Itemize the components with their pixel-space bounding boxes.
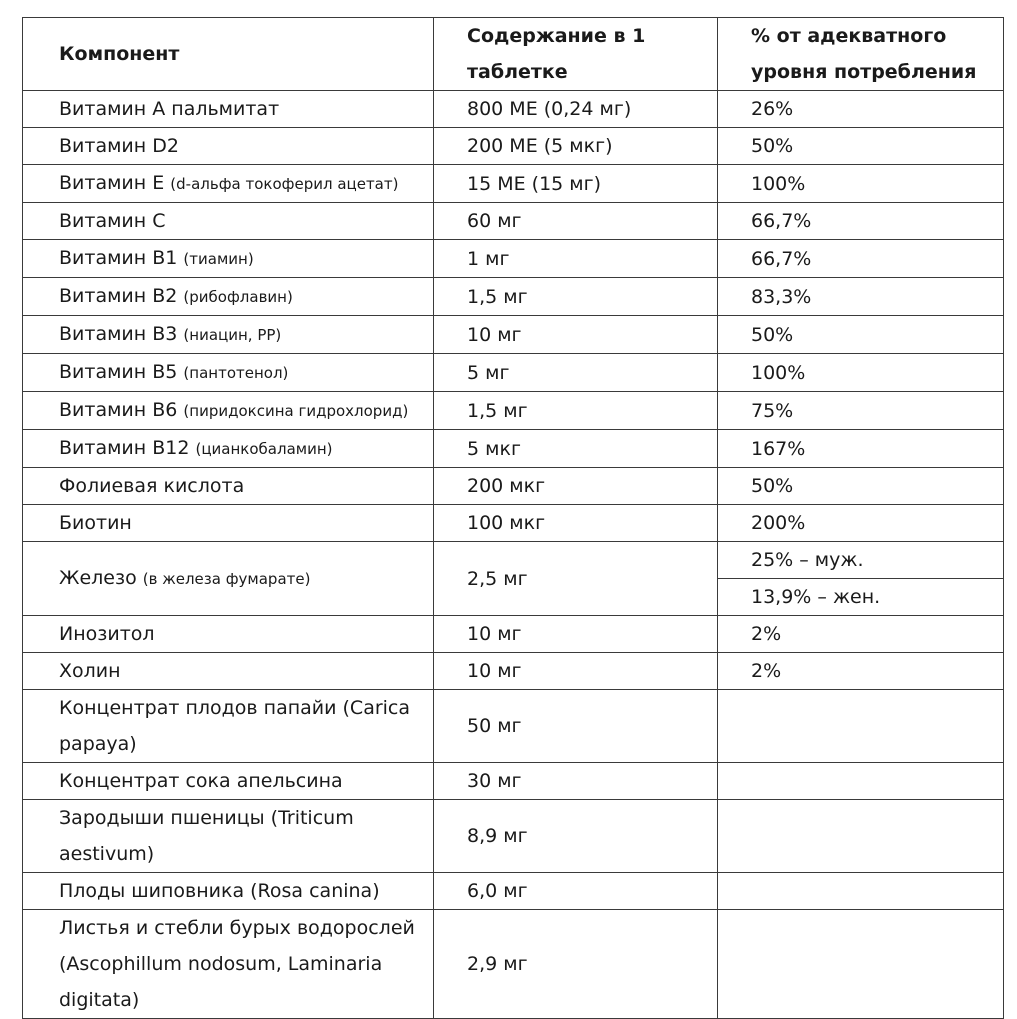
percent-cell: 50% bbox=[718, 128, 1004, 165]
component-name: Витамин В2 bbox=[59, 285, 178, 307]
table-row bbox=[23, 873, 1004, 910]
component-cell bbox=[23, 128, 434, 165]
table-row bbox=[23, 278, 1004, 316]
amount-cell: 6,0 мг bbox=[434, 873, 718, 910]
table-row bbox=[23, 800, 1004, 873]
component-cell bbox=[23, 430, 434, 468]
component-name-line: Зародыши пшеницы (Triticum bbox=[59, 807, 354, 829]
component-cell bbox=[23, 873, 434, 910]
header-row bbox=[23, 18, 1004, 91]
amount-cell: 800 МЕ (0,24 мг) bbox=[434, 91, 718, 128]
table-row bbox=[23, 240, 1004, 278]
amount-cell: 5 мг bbox=[434, 354, 718, 392]
component-name: Витамин В1 bbox=[59, 247, 178, 269]
amount-cell: 200 МЕ (5 мкг) bbox=[434, 128, 718, 165]
table-row bbox=[23, 354, 1004, 392]
percent-cell: 66,7% bbox=[718, 240, 1004, 278]
component-cell bbox=[23, 468, 434, 505]
percent-cell: 2% bbox=[718, 653, 1004, 690]
amount-cell: 15 МЕ (15 мг) bbox=[434, 165, 718, 203]
component-note: (цианкобаламин) bbox=[195, 440, 333, 458]
percent-cell bbox=[718, 690, 1004, 763]
component-name: Витамин В5 bbox=[59, 361, 178, 383]
amount-cell: 10 мг bbox=[434, 316, 718, 354]
amount-cell: 1,5 мг bbox=[434, 278, 718, 316]
component-cell bbox=[23, 278, 434, 316]
amount-cell: 8,9 мг bbox=[434, 800, 718, 873]
percent-cell bbox=[718, 910, 1004, 1019]
component-name-line: aestivum) bbox=[59, 843, 155, 865]
amount-cell: 200 мкг bbox=[434, 468, 718, 505]
amount-cell: 50 мг bbox=[434, 690, 718, 763]
header-percent-line1: % от адекватного bbox=[751, 25, 947, 47]
component-cell bbox=[23, 505, 434, 542]
component-cell bbox=[23, 91, 434, 128]
amount-cell: 60 мг bbox=[434, 203, 718, 240]
component-cell bbox=[23, 316, 434, 354]
percent-cell-female: 13,9% – жен. bbox=[718, 579, 1004, 616]
table-row bbox=[23, 910, 1004, 1019]
component-name: Витамин В3 bbox=[59, 323, 178, 345]
percent-cell: 100% bbox=[718, 165, 1004, 203]
component-name: Железо bbox=[59, 567, 137, 589]
header-content-line1: Содержание в 1 bbox=[467, 25, 646, 47]
amount-cell: 10 мг bbox=[434, 616, 718, 653]
amount-cell: 10 мг bbox=[434, 653, 718, 690]
percent-cell: 2% bbox=[718, 616, 1004, 653]
percent-cell: 66,7% bbox=[718, 203, 1004, 240]
component-note: (ниацин, РР) bbox=[183, 326, 282, 344]
component-cell bbox=[23, 165, 434, 203]
percent-cell bbox=[718, 873, 1004, 910]
table-row bbox=[23, 430, 1004, 468]
component-cell bbox=[23, 203, 434, 240]
amount-cell: 5 мкг bbox=[434, 430, 718, 468]
table-row bbox=[23, 763, 1004, 800]
component-note: (тиамин) bbox=[183, 250, 254, 268]
component-name: Витамин D2 bbox=[59, 135, 179, 157]
table-row bbox=[23, 203, 1004, 240]
component-name-line: (Ascophillum nodosum, Laminaria bbox=[59, 953, 383, 975]
component-cell bbox=[23, 653, 434, 690]
component-cell bbox=[23, 392, 434, 430]
header-content-line2: таблетке bbox=[467, 61, 568, 83]
component-cell bbox=[23, 800, 434, 873]
amount-cell: 1,5 мг bbox=[434, 392, 718, 430]
component-cell bbox=[23, 763, 434, 800]
header-content bbox=[434, 18, 718, 91]
component-name: Инозитол bbox=[59, 623, 155, 645]
table-row bbox=[23, 392, 1004, 430]
component-name-line: Концентрат сока апельсина bbox=[59, 770, 343, 792]
table-row bbox=[23, 616, 1004, 653]
component-name: Витамин В6 bbox=[59, 399, 178, 421]
component-name-line: Плоды шиповника (Rosa canina) bbox=[59, 880, 380, 902]
table-row bbox=[23, 505, 1004, 542]
component-name-line: digitata) bbox=[59, 989, 140, 1011]
percent-cell bbox=[718, 800, 1004, 873]
percent-cell: 200% bbox=[718, 505, 1004, 542]
percent-cell: 83,3% bbox=[718, 278, 1004, 316]
component-note: (в железа фумарате) bbox=[142, 570, 311, 588]
percent-cell: 50% bbox=[718, 316, 1004, 354]
amount-cell: 1 мг bbox=[434, 240, 718, 278]
percent-cell bbox=[718, 763, 1004, 800]
component-name: Биотин bbox=[59, 512, 132, 534]
header-percent bbox=[718, 18, 1004, 91]
percent-cell: 26% bbox=[718, 91, 1004, 128]
component-name: Витамин А пальмитат bbox=[59, 98, 280, 120]
header-percent-line2: уровня потребления bbox=[751, 61, 977, 83]
component-note: (d-альфа токоферил ацетат) bbox=[170, 175, 399, 193]
table-row bbox=[23, 165, 1004, 203]
component-cell bbox=[23, 240, 434, 278]
component-note: (пиридоксина гидрохлорид) bbox=[183, 402, 409, 420]
header-component: Компонент bbox=[23, 18, 434, 91]
amount-cell: 2,5 мг bbox=[434, 542, 718, 616]
table-row bbox=[23, 128, 1004, 165]
amount-cell: 2,9 мг bbox=[434, 910, 718, 1019]
percent-cell: 50% bbox=[718, 468, 1004, 505]
composition-table bbox=[22, 17, 1004, 1019]
table-row bbox=[23, 653, 1004, 690]
table-row bbox=[23, 91, 1004, 128]
component-name-line: papaya) bbox=[59, 733, 137, 755]
component-name: Холин bbox=[59, 660, 121, 682]
component-cell bbox=[23, 910, 434, 1019]
table-row bbox=[23, 316, 1004, 354]
percent-cell: 75% bbox=[718, 392, 1004, 430]
percent-cell-male: 25% – муж. bbox=[718, 542, 1004, 579]
percent-cell: 167% bbox=[718, 430, 1004, 468]
component-name: Витамин В12 bbox=[59, 437, 190, 459]
component-cell bbox=[23, 354, 434, 392]
component-note: (пантотенол) bbox=[183, 364, 289, 382]
component-name: Фолиевая кислота bbox=[59, 475, 245, 497]
component-cell bbox=[23, 690, 434, 763]
table-row bbox=[23, 468, 1004, 505]
component-name: Витамин Е bbox=[59, 172, 165, 194]
component-cell bbox=[23, 542, 434, 616]
percent-cell: 100% bbox=[718, 354, 1004, 392]
component-name: Витамин С bbox=[59, 210, 166, 232]
amount-cell: 100 мкг bbox=[434, 505, 718, 542]
amount-cell: 30 мг bbox=[434, 763, 718, 800]
component-cell bbox=[23, 616, 434, 653]
component-name-line: Концентрат плодов папайи (Carica bbox=[59, 697, 411, 719]
table-row-iron bbox=[23, 542, 1004, 579]
component-name-line: Листья и стебли бурых водорослей bbox=[59, 917, 415, 939]
component-note: (рибофлавин) bbox=[183, 288, 293, 306]
table-row bbox=[23, 690, 1004, 763]
